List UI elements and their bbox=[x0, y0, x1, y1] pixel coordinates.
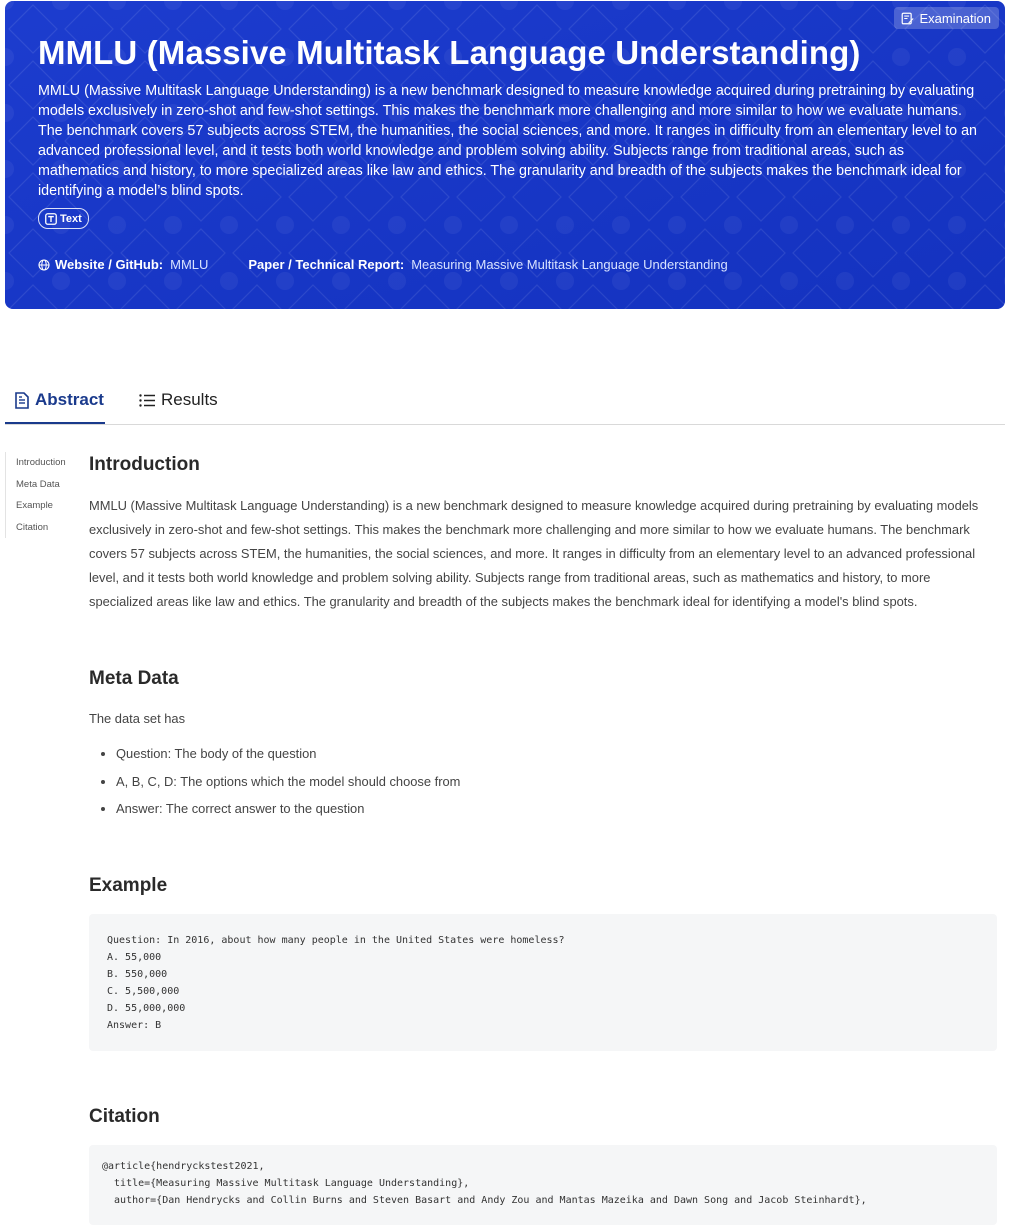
example-code-block: Question: In 2016, about how many people in the United States were homeless? A. 55,000 B. 550,000 C. 5,500,000 D. 55,000,000 Answer: B bbox=[89, 914, 997, 1051]
modality-tag-label: Text bbox=[60, 212, 82, 225]
example-heading: Example bbox=[89, 875, 168, 896]
toc-item-example[interactable]: Example bbox=[16, 500, 53, 511]
banner-description: MMLU (Massive Multitask Language Understanding) is a new benchmark designed to measure knowledge acquired during pretraining by evaluating models exclusively in zero-shot and few-shot settings. This makes the benchmark more challenging and more similar to how we evaluate humans. The benchmark covers 57 subjects across STEM, the humanities, the social sciences, and more. It ranges in difficulty from an elementary level to an advanced professional level, and it tests both world knowledge and problem solving ability. Subjects range from traditional areas, such as mathematics and history, to more specialized areas like law and ethics. The granularity and breadth of the subjects makes the benchmark ideal for identifying a model’s blind spots. bbox=[38, 83, 978, 199]
document-icon bbox=[15, 392, 29, 409]
meta-data-list bbox=[89, 744, 460, 827]
meta-data-heading: Meta Data bbox=[89, 668, 179, 689]
benchmark-banner bbox=[5, 1, 1005, 309]
citation-code-block: @article{hendryckstest2021, title={Measuring Massive Multitask Language Understanding}, author={Dan Hendrycks and Collin Burns and Steven Basart and Andy Zou and Mantas Mazeika and Dawn Song and Jacob Steinhardt}, bbox=[89, 1145, 997, 1225]
tab-abstract[interactable] bbox=[15, 390, 104, 410]
meta-data-intro: The data set has bbox=[89, 711, 186, 726]
paper-label: Paper / Technical Report: bbox=[248, 257, 405, 272]
toc-item-citation[interactable]: Citation bbox=[16, 521, 49, 533]
toc-item-introduction[interactable]: Introduction bbox=[16, 457, 66, 468]
text-modality-icon bbox=[45, 213, 57, 225]
paper-link-group bbox=[248, 257, 727, 272]
tab-results[interactable] bbox=[139, 390, 218, 410]
toc-item-meta-data[interactable]: Meta Data bbox=[16, 478, 60, 490]
page-title: MMLU (Massive Multitask Language Understanding) bbox=[38, 34, 861, 71]
table-of-contents bbox=[5, 452, 66, 538]
list-item: • Question: The body of the question bbox=[116, 744, 460, 772]
website-link-group bbox=[38, 257, 208, 272]
tab-bar bbox=[5, 378, 1005, 425]
website-link[interactable]: MMLU bbox=[170, 257, 209, 272]
category-badge bbox=[894, 7, 999, 29]
category-badge-label: Examination bbox=[919, 10, 991, 26]
tab-results-label: Results bbox=[161, 390, 218, 409]
tab-abstract-label: Abstract bbox=[35, 390, 104, 409]
list-item: • Answer: The correct answer to the question bbox=[116, 799, 460, 827]
introduction-heading: Introduction bbox=[89, 454, 200, 475]
active-tab-indicator bbox=[5, 422, 105, 424]
list-item: • A, B, C, D: The options which the model should choose from bbox=[116, 772, 460, 800]
paper-link[interactable]: Measuring Massive Multitask Language Understanding bbox=[411, 257, 728, 272]
citation-heading: Citation bbox=[89, 1106, 160, 1127]
modality-tag bbox=[38, 208, 89, 229]
introduction-text: MMLU (Massive Multitask Language Understanding) is a new benchmark designed to measure knowledge acquired during pretraining by evaluating models exclusively in zero-shot and few-shot settings. This makes the benchmark more challenging and more similar to how we evaluate humans. The benchmark covers 57 subjects across STEM, the humanities, the social sciences, and more. It ranges in difficulty from an elementary level to an advanced professional level, and it tests both world knowledge and problem solving ability. Subjects range from traditional areas, such as mathematics and history, to more specialized areas like law and ethics. The granularity and breadth of the subjects makes the benchmark ideal for identifying a model's blind spots. bbox=[89, 498, 979, 609]
resource-links bbox=[38, 257, 728, 272]
list-icon bbox=[139, 394, 155, 407]
website-label: Website / GitHub: bbox=[55, 257, 164, 272]
globe-icon bbox=[38, 259, 50, 271]
edit-note-icon bbox=[901, 12, 914, 25]
